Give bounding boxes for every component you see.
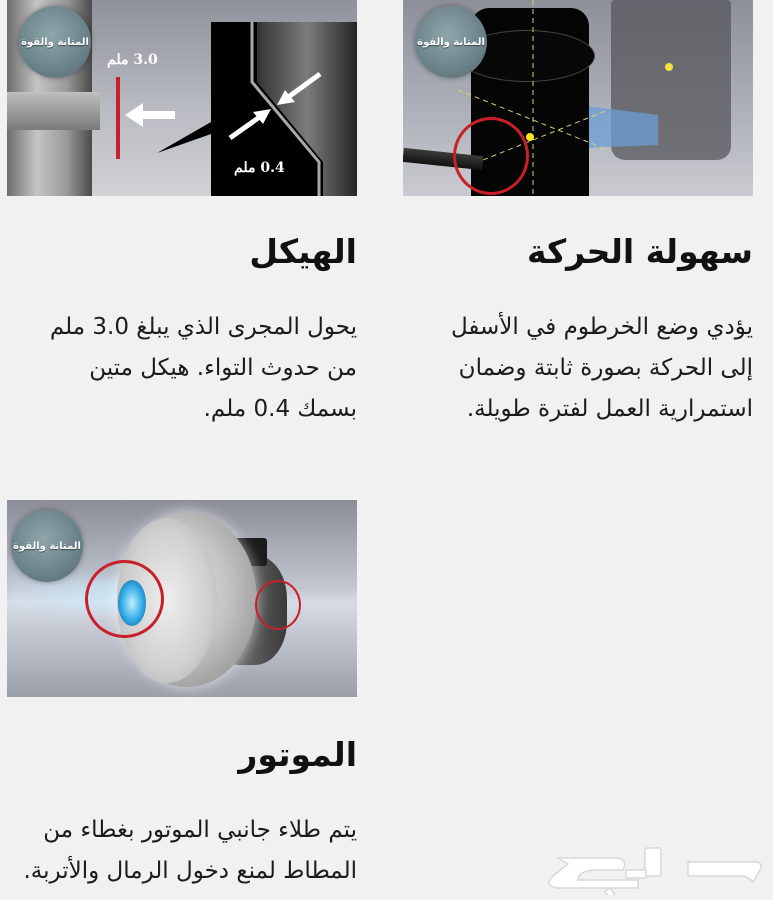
section-body-mobility [400,307,753,430]
frame-image [7,0,357,196]
rear-highlight-circle [255,580,301,630]
haraj-watermark-logo [538,840,768,895]
motor-image [7,500,357,697]
section-body-motor [0,810,357,892]
ghost-center-dot [665,63,673,71]
mobility-line-2: إلى الحركة بصورة ثابتة وضمان [458,355,753,381]
section-body-frame [0,307,357,430]
frame-line-2: من حدوث التواء. هيكل متين [89,355,357,381]
arrow-in-icon [225,72,325,142]
frame-line-1: يحول المجرى الذي يبلغ 3.0 ملم [49,314,357,340]
mobility-line-3: استمرارية العمل لفترة طويلة. [466,396,753,422]
groove-marker-line [116,77,120,159]
durability-badge: المتانة والقوة [19,6,91,78]
durability-badge: المتانة والقوة [11,510,83,582]
motor-line-2: المطاط لمنع دخول الرمال والأتربة. [23,858,357,884]
front-highlight-circle [85,560,164,638]
mobility-line-1: يؤدي وضع الخرطوم في الأسفل [450,314,753,340]
cylinder-band [7,92,100,130]
thickness-label: 0.4 ملم [234,160,285,176]
hose-highlight-circle [453,117,529,195]
durability-badge: المتانة والقوة [415,6,487,78]
motor-line-1: يتم طلاء جانبي الموتور بغطاء من [43,817,357,843]
groove-size-label: 3.0 ملم [107,52,158,68]
main-center-dot [526,133,534,141]
section-title-motor: الموتور [238,735,357,774]
haraj-logo-icon [538,840,768,895]
section-title-mobility: سهولة الحركة [526,232,753,271]
section-title-frame: الهيكل [249,232,357,271]
mobility-image [403,0,753,196]
frame-line-3: بسمك 0.4 ملم. [203,396,357,422]
